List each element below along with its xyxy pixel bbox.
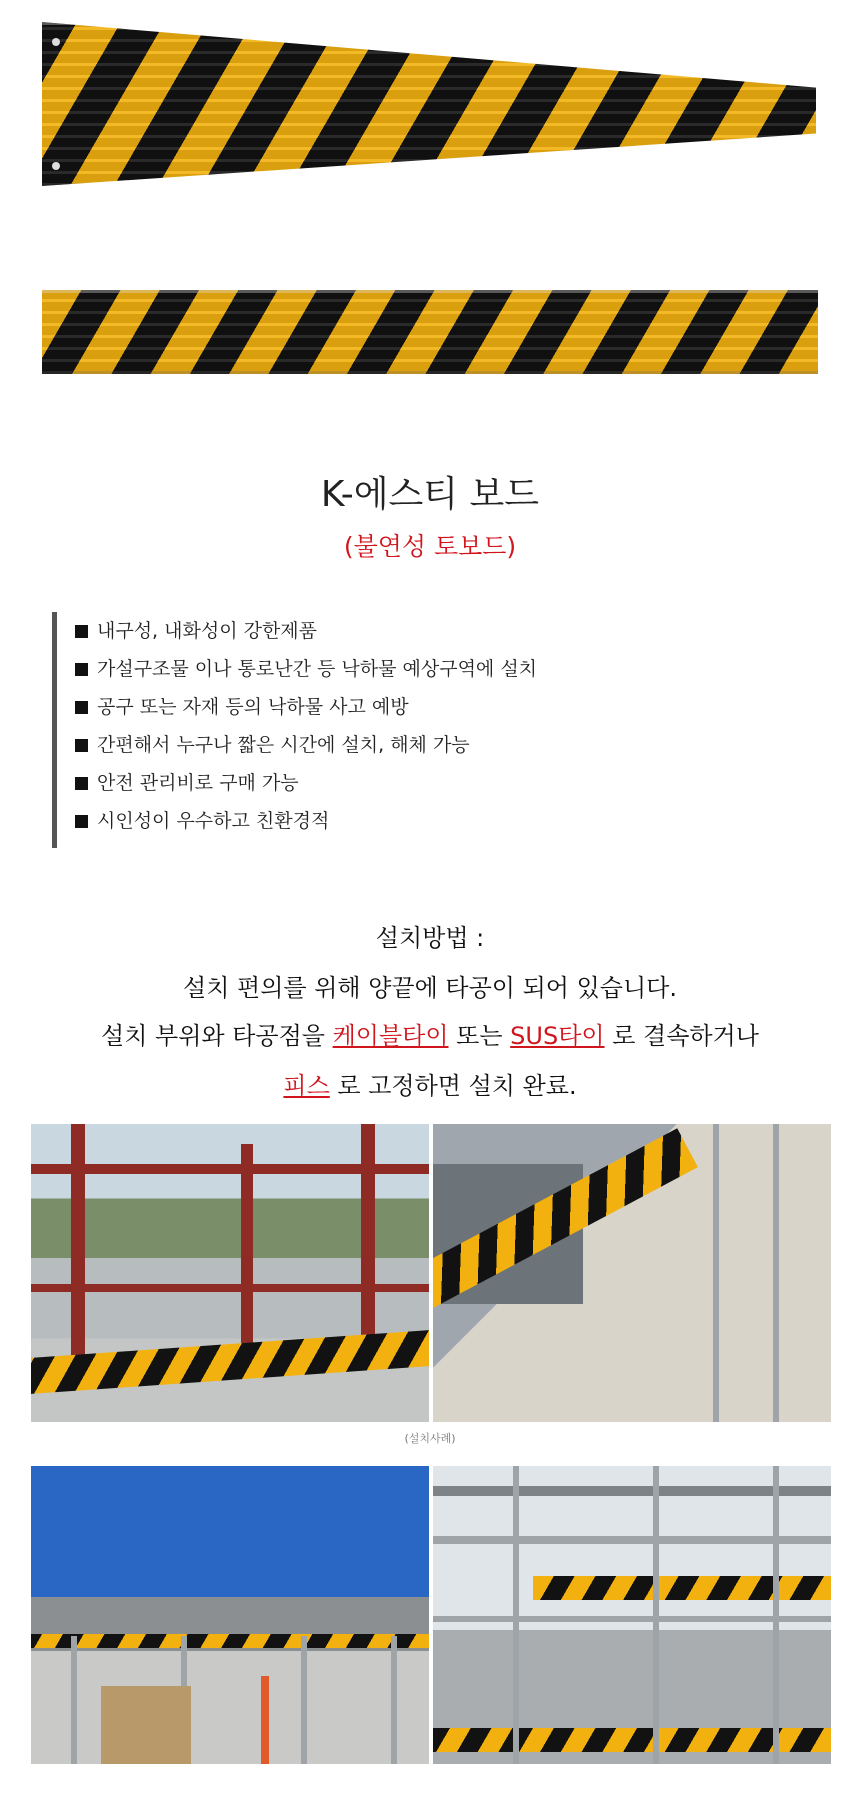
feature-item: 시인성이 우수하고 친환경적 [75, 802, 657, 840]
square-bullet-icon [75, 815, 88, 828]
installation-photo-2 [433, 1124, 831, 1422]
square-bullet-icon [75, 739, 88, 752]
installation-photo-4 [433, 1466, 831, 1764]
installation-line-3: 피스 로 고정하면 설치 완료. [283, 1072, 577, 1100]
product-board-flat [42, 290, 818, 374]
square-bullet-icon [75, 701, 88, 714]
product-board-angled [42, 22, 816, 186]
feature-item: 안전 관리비로 구매 가능 [75, 764, 657, 802]
installation-photo-3 [31, 1466, 429, 1764]
feature-item: 간편해서 누구나 짧은 시간에 설치, 해체 가능 [75, 726, 657, 764]
product-subtitle: (불연성 토보드) [343, 532, 517, 561]
square-bullet-icon [75, 625, 88, 638]
screw-text: 피스 [283, 1072, 330, 1100]
feature-list [52, 612, 657, 848]
feature-item: 내구성, 내화성이 강한제품 [75, 612, 657, 650]
installation-line-1: 설치 편의를 위해 양끝에 타공이 되어 있습니다. [183, 974, 677, 1002]
square-bullet-icon [75, 777, 88, 790]
installation-heading: 설치방법 : [375, 924, 485, 952]
cable-tie-text: 케이블타이 [332, 1022, 449, 1050]
product-title: K-에스티 보드 [320, 474, 540, 515]
feature-item: 공구 또는 자재 등의 낙하물 사고 예방 [75, 688, 657, 726]
square-bullet-icon [75, 663, 88, 676]
feature-item: 가설구조물 이나 통로난간 등 낙하물 예상구역에 설치 [75, 650, 657, 688]
sus-tie-text: SUS타이 [510, 1022, 605, 1050]
installation-photo-1 [31, 1124, 429, 1422]
photo-caption: (설치사례) [404, 1432, 456, 1445]
installation-line-2: 설치 부위와 타공점을 케이블타이 또는 SUS타이 로 결속하거나 [101, 1022, 759, 1050]
